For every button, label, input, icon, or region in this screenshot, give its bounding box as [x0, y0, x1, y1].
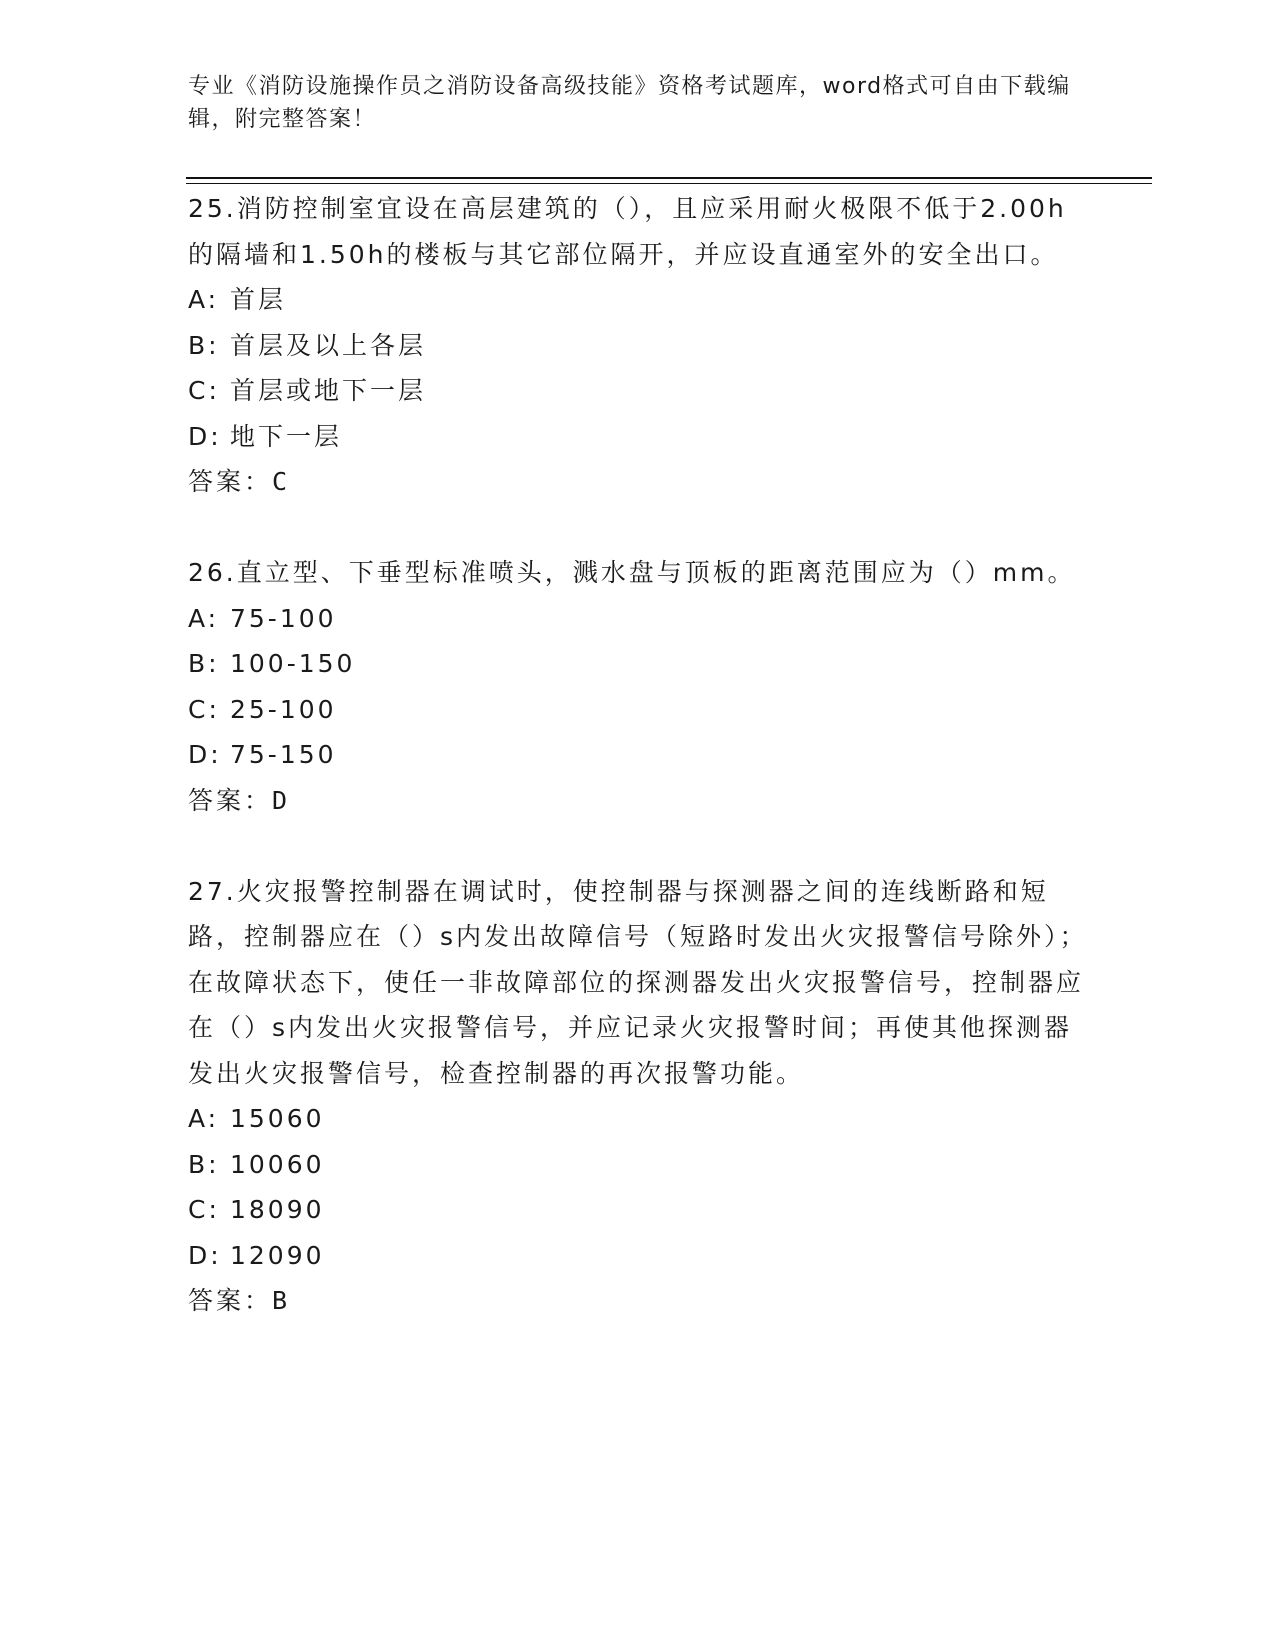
header-intro-text: 专业《消防设施操作员之消防设备高级技能》资格考试题库，word格式可自由下载编辑，附完整答案！	[188, 74, 1071, 132]
option-key: C:	[188, 1195, 220, 1224]
option-c	[188, 687, 1088, 733]
option-text: 首层或地下一层	[230, 376, 427, 405]
option-text: 75-100	[230, 603, 337, 633]
option-key: A:	[188, 1104, 220, 1133]
answer-value: C	[272, 467, 290, 496]
option-key: C:	[188, 694, 220, 724]
option-a	[188, 277, 1088, 323]
answer-line	[188, 778, 1088, 824]
answer-value: B	[272, 1286, 290, 1315]
option-b	[188, 641, 1088, 687]
question-list	[188, 186, 1088, 1324]
option-d	[188, 1233, 1088, 1279]
option-key: D:	[188, 421, 222, 451]
option-text: 首层	[230, 285, 287, 314]
option-text: 75-150	[230, 740, 337, 769]
header-divider-bottom	[186, 183, 1152, 184]
header-divider-top	[186, 177, 1152, 179]
option-key: C:	[188, 376, 220, 405]
answer-line	[188, 459, 1088, 505]
question-stem: 25.消防控制室宜设在高层建筑的（），且应采用耐火极限不低于2.00h的隔墙和1.50h的楼板与其它部位隔开，并应设直通室外的安全出口。	[188, 194, 1067, 269]
option-d	[188, 414, 1088, 460]
option-text: 地下一层	[230, 421, 343, 451]
option-key: D:	[188, 740, 222, 769]
question-stem: 26.直立型、下垂型标准喷头，溅水盘与顶板的距离范围应为（）mm。	[188, 558, 1076, 587]
question-stem: 27.火灾报警控制器在调试时，使控制器与探测器之间的连线断路和短路，控制器应在（）s内发出故障信号（短路时发出火灾报警信号除外）；在故障状态下，使任一非故障部位的探测器发出火灾报警信号，控制器应在（）s内发出火灾报警信号，并应记录火灾报警时间；再使其他探测器发出火灾报警信号，检查控制器的再次报警功能。	[188, 876, 1088, 1088]
option-b	[188, 323, 1088, 369]
question-spacer	[188, 505, 1088, 551]
option-key: B:	[188, 1149, 220, 1179]
answer-label: 答案：	[188, 785, 273, 815]
option-a	[188, 596, 1088, 642]
option-text: 12090	[230, 1240, 325, 1270]
document-header	[188, 70, 1088, 136]
option-text: 100-150	[230, 649, 356, 678]
option-d	[188, 732, 1088, 778]
option-text: 首层及以上各层	[230, 330, 427, 360]
question-25	[188, 186, 1088, 505]
option-key: D:	[188, 1240, 222, 1270]
option-c	[188, 1187, 1088, 1233]
option-key: B:	[188, 649, 220, 678]
option-key: A:	[188, 603, 220, 633]
option-text: 25-100	[230, 694, 337, 724]
answer-label: 答案：	[188, 467, 273, 496]
option-b	[188, 1142, 1088, 1188]
option-key: A:	[188, 285, 220, 314]
answer-value: D	[272, 785, 290, 815]
option-text: 10060	[230, 1149, 325, 1179]
question-27	[188, 869, 1088, 1324]
question-26	[188, 550, 1088, 823]
answer-line	[188, 1278, 1088, 1324]
question-spacer	[188, 823, 1088, 869]
answer-label: 答案：	[188, 1286, 273, 1315]
option-a	[188, 1096, 1088, 1142]
option-text: 15060	[230, 1104, 325, 1133]
option-key: B:	[188, 330, 220, 360]
option-text: 18090	[230, 1195, 325, 1224]
option-c	[188, 368, 1088, 414]
